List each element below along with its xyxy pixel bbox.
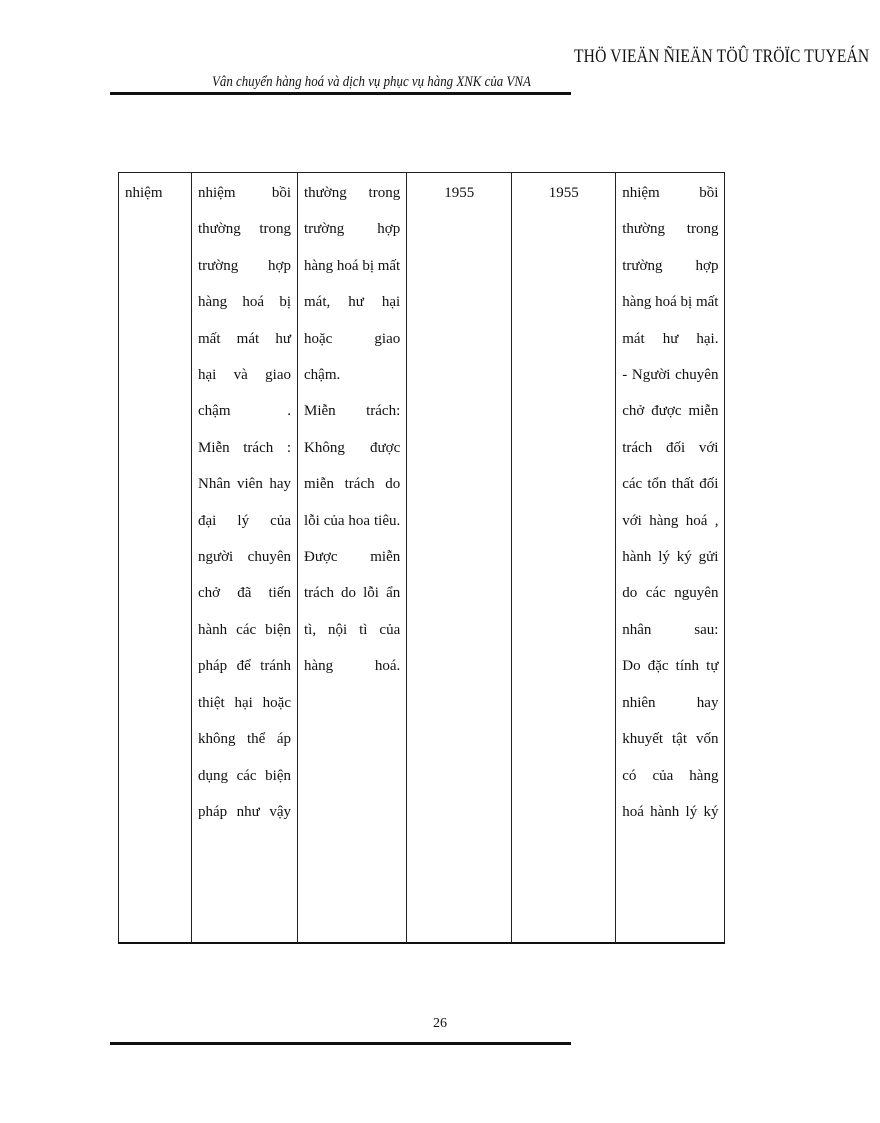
cell-line: đại lý của: [198, 512, 291, 529]
cell-line: thường trong: [622, 221, 719, 238]
cell-line: trách đối với: [622, 439, 719, 456]
library-watermark: THÖ VIEÄN ÑIEÄN TÖÛ TRÖÏC TUYEÁN: [574, 46, 870, 67]
cell-line: nhiên hay: [622, 694, 719, 711]
cell-line: tì, nội tì của: [304, 621, 401, 638]
cell-line: pháp để tránh: [198, 658, 291, 675]
cell-line: trường hợp: [198, 257, 291, 274]
cell-line: thường trong: [304, 185, 401, 201]
cell-line: chở được miễn: [622, 403, 719, 420]
cell-line: - Người chuyên: [622, 367, 719, 384]
table-cell-col6: [616, 173, 725, 943]
cell-line: Nhân viên hay: [198, 476, 291, 493]
cell-line: pháp như vậy: [198, 803, 291, 820]
cell-line: do các nguyên: [622, 585, 719, 602]
cell-line: người chuyên: [198, 549, 291, 566]
cell-line: hàng hoá bị mất: [622, 294, 719, 311]
cell-line: chở đã tiến: [198, 585, 291, 602]
year-value: 1955: [548, 185, 579, 201]
header-rule: [110, 92, 571, 95]
cell-line: hoặc giao: [304, 330, 401, 347]
table-cell-col3: [298, 173, 407, 943]
cell-line: chậm.: [304, 367, 341, 384]
running-header-title: Vân chuyển hàng hoá và dịch vụ phục vụ hàng XNK của VNA: [212, 74, 531, 90]
cell-line: Được miễn: [304, 549, 401, 566]
cell-line: trường hợp: [622, 257, 719, 274]
cell-line: dụng các biện: [198, 767, 291, 784]
cell-line: không thể áp: [198, 731, 291, 748]
cell-line: khuyết tật vốn: [622, 731, 719, 748]
cell-line: hàng hoá bị: [198, 294, 291, 311]
cell-line: nhiệm bồi: [622, 185, 719, 201]
cell-line: hoá hành lý ký: [622, 803, 719, 820]
cell-line: mát hư hại.: [622, 330, 719, 347]
table-cell-col5: [512, 173, 616, 943]
cell-line: nhân sau:: [622, 621, 719, 638]
cell-line: hàng hoá bị mất: [304, 257, 401, 274]
table-row: [119, 173, 725, 943]
cell-line: với hàng hoá ,: [622, 512, 719, 529]
cell-line: chậm .: [198, 403, 291, 420]
cell-line: có của hàng: [622, 767, 719, 784]
cell-line: Miễn trách:: [304, 403, 401, 420]
cell-line: các tổn thất đối: [622, 476, 719, 493]
footer-rule: [110, 1042, 571, 1045]
cell-line: mát, hư hại: [304, 294, 401, 311]
cell-line: hàng hoá.: [304, 658, 401, 675]
cell-line: trường hợp: [304, 221, 401, 238]
page-number: 26: [433, 1016, 447, 1031]
cell-line: hại và giao: [198, 367, 291, 384]
cell-line: lỗi của hoa tiêu.: [304, 512, 401, 529]
cell-line: nhiệm bồi: [198, 185, 291, 201]
cell-line: thường trong: [198, 221, 291, 238]
cell-line: mất mát hư: [198, 330, 291, 347]
cell-line: Do đặc tính tự: [622, 658, 719, 675]
table-cell-col2: [192, 173, 298, 943]
cell-line: trách do lỗi ẩn: [304, 585, 401, 602]
cell-line: thiệt hại hoặc: [198, 694, 291, 711]
cell-line: hành các biện: [198, 621, 291, 638]
comparison-table: [118, 172, 725, 944]
year-value: 1955: [444, 185, 475, 201]
cell-line: nhiệm: [125, 185, 163, 201]
table-cell-col4: [407, 173, 512, 943]
table-cell-col1: [119, 173, 192, 943]
cell-line: Không được: [304, 439, 401, 456]
cell-line: miễn trách do: [304, 476, 401, 493]
cell-line: hành lý ký gửi: [622, 549, 719, 566]
cell-line: Miễn trách :: [198, 439, 291, 456]
